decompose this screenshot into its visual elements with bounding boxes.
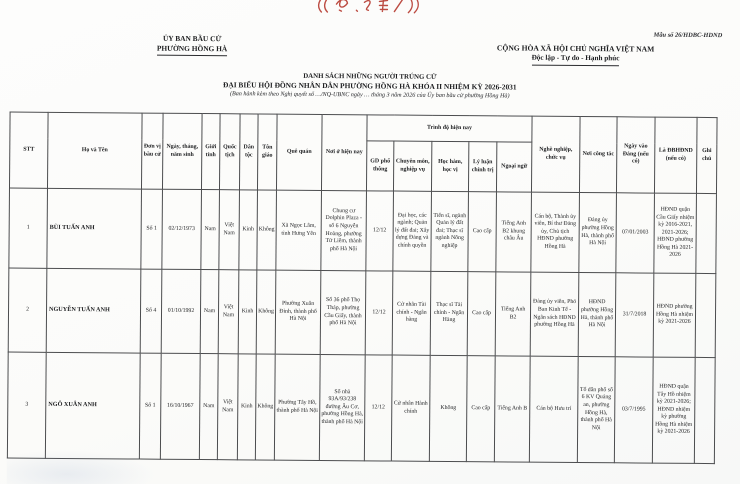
cell-gd-pho-thong: 12/12 <box>364 355 392 461</box>
col-header-gd-pho-thong: GD phổ thông <box>366 141 393 191</box>
red-handwriting-mark <box>316 0 446 17</box>
cell-don-vi-bau-cu: Số 1 <box>141 189 163 269</box>
cell-ngoai-ngu: Tiếng Anh B <box>494 356 530 462</box>
col-header-que-quan: Quê quán <box>276 114 322 190</box>
col-header-ho-va-ten: Họ và Tên <box>47 112 142 189</box>
cell-ngay-vao-dang: 03/7/1995 <box>614 357 653 463</box>
cell-noi-cong-tac: Đảng ủy phường Hồng Hà, thành phố Hà Nội <box>579 193 617 273</box>
cell-ngay-sinh: 02/12/1973 <box>162 189 202 269</box>
col-header-stt: STT <box>9 112 48 188</box>
cell-ngay-sinh: 01/10/1992 <box>161 269 201 353</box>
cell-ho-va-ten: BÙI TUẤN ANH <box>47 188 142 269</box>
cell-ghi-chu <box>696 193 717 273</box>
issuing-authority-line1: ỦY BAN BẦU CỬ <box>162 33 222 44</box>
col-header-noi-cong-tac: Nơi công tác <box>579 117 617 193</box>
table-body <box>7 188 716 464</box>
cell-ly-luan-chinh-tri: Cao cấp <box>466 356 495 462</box>
cell-dan-toc: Kinh <box>237 354 256 460</box>
cell-don-vi-bau-cu: Số 4 <box>140 269 162 353</box>
col-header-dan-toc: Dân tộc <box>239 114 258 190</box>
cell-hoc-ham-hoc-vi: Tiến sĩ, ngành Quản lý đất đai; Thạc sĩ ngành Nông nghiệp <box>431 191 469 271</box>
cell-stt: 3 <box>7 352 46 458</box>
national-motto: Độc lập - Tự do - Hạnh phúc <box>532 53 620 66</box>
col-header-nghe-nghiep-chuc-vu: Nghề nghiệp, chức vụ <box>531 116 580 192</box>
col-header-ngay-sinh: Ngày, tháng, năm sinh <box>162 113 202 189</box>
form-number: Mẫu số 26/HDBC-HDND <box>653 31 723 40</box>
cell-dan-toc: Kinh <box>238 270 257 354</box>
cell-stt: 2 <box>8 268 47 352</box>
cell-ghi-chu <box>694 357 715 463</box>
cell-la-dbhdnd: HĐND phường Hồng Hà nhiệm kỳ 2021-2026 <box>653 273 696 357</box>
table-header <box>9 112 717 194</box>
col-header-ton-giao: Tôn giáo <box>257 114 277 190</box>
cell-quoc-tich: Việt Nam <box>217 354 238 460</box>
cell-hoc-ham-hoc-vi: Thạc sĩ Tài chính - Ngân Hàng <box>430 271 468 355</box>
cell-nghe-nghiep-chuc-vu: Đảng ủy viên, Phó Ban Kinh Tế - Ngân sách HĐND phường Hồng Hà <box>530 272 579 356</box>
cell-gioi-tinh: Nam <box>199 354 218 460</box>
issuing-authority-line2: PHƯỜNG HỒNG HÀ <box>157 44 227 57</box>
col-header-chuyen-mon: Chuyên môn, nghiệp vụ <box>393 141 431 191</box>
cell-gioi-tinh: Nam <box>200 270 219 354</box>
cell-que-quan: Xã Ngọc Lâm, tỉnh Hưng Yên <box>276 190 322 270</box>
cell-chuyen-mon: Cử nhân Tài chính - Ngân hàng <box>392 271 431 355</box>
cell-gd-pho-thong: 12/12 <box>366 191 394 271</box>
table-row <box>8 268 716 358</box>
cell-noi-cong-tac: Tổ dân phố số 6 KV Quảng an, phường Hồng Hà, thành phố Hà Nội <box>577 357 615 463</box>
table-row <box>9 188 717 274</box>
col-header-ngay-vao-dang: Ngày vào Đảng (nếu có) <box>616 117 655 193</box>
cell-ton-giao: Không <box>257 190 277 270</box>
cell-chuyen-mon: Đại học, các ngành; Quản lý đất đai; Xây dựng Đảng và chính quyền <box>393 191 432 271</box>
col-header-quoc-tich: Quốc tịch <box>219 114 240 190</box>
col-header-ly-luan-chinh-tri: Lý luận chính trị <box>468 142 496 192</box>
cell-noi-cong-tac: HĐND phường Hồng Hà, thành phố Hà Nội <box>578 273 616 357</box>
cell-noi-o-hien-nay: Chung cư Dolphin Plaza - số 6 Nguyễn Hoàng, phường Từ Liêm, thành phố Hà Nội <box>321 190 367 270</box>
cell-que-quan: Phường Tây Hồ, thành phố Hà Nội <box>274 354 320 460</box>
cell-nghe-nghiep-chuc-vu: Cán bộ, Thành ủy viên, Bí thư Đảng ủy, Chủ tịch HĐND phường Hồng Hà <box>531 192 580 272</box>
col-header-don-vi-bau-cu: Đơn vị bầu cử <box>141 113 163 189</box>
col-header-ngoai-ngu: Ngoại ngữ <box>496 142 531 192</box>
col-header-noi-o-hien-nay: Nơi ở hiện nay <box>321 114 367 190</box>
document-title-line1: DANH SÁCH NHỮNG NGƯỜI TRÚNG CỬ <box>303 72 437 81</box>
cell-la-dbhdnd: HĐND quận Tây Hồ nhiệm kỳ 2021-2026; HĐND nhiệm kỳ phường Hồng Hà nhiệm kỳ 2021-2026 <box>652 357 695 463</box>
document-title-line2: ĐẠI BIỂU HỘI ĐỒNG NHÂN DÂN PHƯỜNG HỒNG HÀ KHÓA II NHIỆM KỲ 2026-2031 <box>223 80 517 92</box>
col-header-ghi-chu: Ghi chú <box>696 117 717 193</box>
cell-chuyen-mon: Cử nhân Hành chính <box>391 355 430 461</box>
cell-gioi-tinh: Nam <box>201 190 220 270</box>
cell-quoc-tich: Việt Nam <box>219 190 240 270</box>
col-header-hoc-ham-hoc-vi: Học hàm, học vị <box>431 141 468 191</box>
cell-ngay-vao-dang: 07/01/2003 <box>616 193 655 273</box>
cell-dan-toc: Kinh <box>239 190 258 270</box>
col-group-trinh-do-hien-nay: Trình độ hiện nay <box>367 115 532 142</box>
cell-ho-va-ten: NGÔ XUÂN ANH <box>45 352 140 459</box>
cell-nghe-nghiep-chuc-vu: Cán bộ Hưu trí <box>529 356 578 462</box>
cell-ngay-vao-dang: 31/7/2018 <box>615 273 654 357</box>
cell-quoc-tich: Việt Nam <box>218 270 239 354</box>
document-subtitle: (Ban hành kèm theo Nghị quyết số …/NQ-UBNC ngày … tháng 3 năm 2026 của Ủy ban bầu cử phường Hồng Hà) <box>229 90 510 99</box>
cell-stt: 1 <box>9 188 48 268</box>
cell-ho-va-ten: NGUYỄN TUẤN ANH <box>46 268 141 353</box>
issuing-authority-block <box>102 33 282 57</box>
cell-la-dbhdnd: HĐND quận Cầu Giấy nhiệm kỳ 2016-2021, 2021-2026; HĐND phường Hồng Hà 2021-2026 <box>654 193 697 273</box>
cell-ton-giao: Không <box>256 270 276 354</box>
national-title: CỘNG HÒA XÃ HỘI CHỦ NGHĨA VIỆT NAM <box>496 43 655 54</box>
cell-ngoai-ngu: Tiếng Anh B2 <box>495 272 531 356</box>
document-title-block <box>70 71 670 100</box>
cell-que-quan: Phường Xuân Đỉnh, thành phố Hà Nội <box>275 270 321 354</box>
cell-noi-o-hien-nay: Số 36 phố Thọ Tháp, phường Cầu Giấy, thành phố Hà Nội <box>320 270 366 354</box>
cell-noi-o-hien-nay: Số nhà 93A/93/238 đường Âu Cơ, phường Hồng Hà, thành phố Hà Nội <box>319 354 365 460</box>
col-header-la-dbhdnd: Là ĐBHĐND (nếu có) <box>654 117 697 193</box>
cell-ghi-chu <box>695 273 716 357</box>
national-motto-block <box>438 43 713 67</box>
col-header-gioi-tinh: Giới tính <box>201 114 220 190</box>
cell-ngay-sinh: 16/10/1967 <box>160 353 200 459</box>
cell-ngoai-ngu: Tiếng Anh B2 khung châu Âu <box>496 192 532 272</box>
cell-ly-luan-chinh-tri: Cao cấp <box>467 272 496 356</box>
elected-candidates-table <box>7 112 718 465</box>
cell-hoc-ham-hoc-vi: Không <box>429 355 467 461</box>
cell-ton-giao: Không <box>255 354 275 460</box>
cell-gd-pho-thong: 12/12 <box>365 271 393 355</box>
cell-don-vi-bau-cu: Số 1 <box>139 353 161 459</box>
cell-ly-luan-chinh-tri: Cao cấp <box>468 192 497 272</box>
table-row <box>7 352 715 464</box>
